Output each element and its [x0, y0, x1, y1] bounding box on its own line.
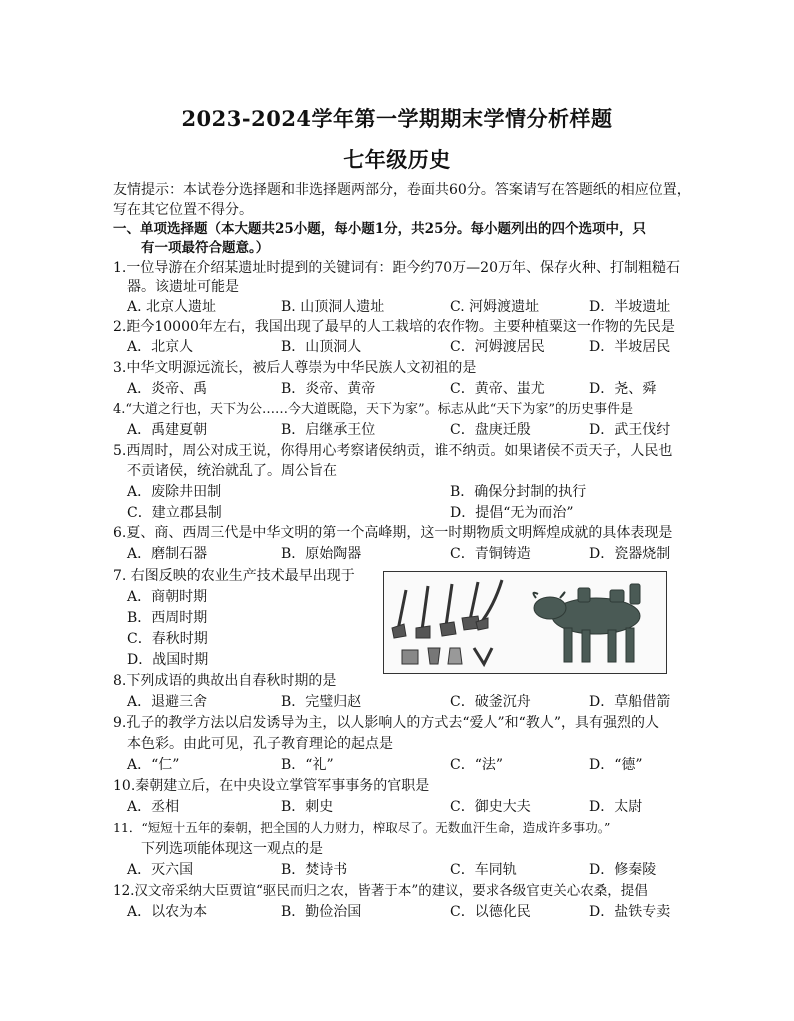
- q12-option-b[interactable]: B．勤俭治国: [281, 904, 362, 920]
- q7-option-c[interactable]: C．春秋时期: [127, 631, 208, 647]
- q8-option-a[interactable]: A．退避三舍: [127, 694, 208, 710]
- question-6-stem: 6.夏、商、西周三代是中华文明的第一个高峰期，这一时期物质文明辉煌成就的具体表现是: [113, 525, 673, 541]
- q5-option-b[interactable]: B．确保分封制的执行: [450, 484, 587, 500]
- q8-option-b[interactable]: B．完璧归赵: [281, 694, 362, 710]
- q12-option-c[interactable]: C．以德化民: [450, 904, 531, 920]
- question-1-stem: 1.一位导游在介绍某遗址时提到的关键词有：距今约70万—20万年、保存火种、打制粗糙石: [113, 260, 680, 276]
- q10-option-b[interactable]: B．刺史: [281, 799, 334, 815]
- q9-option-c[interactable]: C．“法”: [450, 757, 504, 773]
- q1-option-a[interactable]: A. 北京人遗址: [127, 299, 217, 315]
- notice-line-1: 友情提示：本试卷分选择题和非选择题两部分，卷面共60分。答案请写在答题纸的相应位置，: [113, 182, 691, 198]
- question-3-stem: 3.中华文明源远流长，被后人尊崇为中华民族人文初祖的是: [113, 360, 477, 376]
- q5-option-c[interactable]: C．建立郡县制: [127, 505, 222, 521]
- q12-option-a[interactable]: A．以农为本: [127, 904, 208, 920]
- q4-option-c[interactable]: C．盘庚迁殷: [450, 422, 531, 438]
- question-10-stem: 10.秦朝建立后，在中央设立掌管军事事务的官职是: [113, 778, 430, 794]
- question-12-stem: 12.汉文帝采纳大臣贾谊“驱民而归之农，皆著于本”的建议，要求各级官吏关心农桑，提倡: [113, 883, 648, 899]
- q12-option-d[interactable]: D．盐铁专卖: [589, 904, 671, 920]
- q11-option-a[interactable]: A．灭六国: [127, 862, 194, 878]
- q10-option-a[interactable]: A．丞相: [127, 799, 180, 815]
- question-2-stem: 2.距今10000年左右，我国出现了最早的人工栽培的农作物。主要种植粟这一作物的先民是: [113, 319, 675, 335]
- q8-option-c[interactable]: C．破釜沉舟: [450, 694, 531, 710]
- section-heading: 一、单项选择题（本大题共25小题，每小题1分，共25分。每小题列出的四个选项中，只: [113, 221, 646, 237]
- question-4-stem: 4.“大道之行也，天下为公……今大道既隐，天下为家”。标志从此“天下为家”的历史事件是: [113, 402, 633, 417]
- farm-tools-and-ox-illustration: [384, 572, 666, 673]
- q7-option-a[interactable]: A．商朝时期: [127, 589, 208, 605]
- question-5-stem-cont: 不贡诸侯，统治就乱了。周公旨在: [127, 463, 337, 479]
- q6-option-c[interactable]: C．青铜铸造: [450, 546, 531, 562]
- exam-subtitle: 七年级历史: [343, 147, 451, 172]
- q6-option-d[interactable]: D．瓷器烧制: [589, 546, 671, 562]
- bronze-ox-statue-icon: [533, 584, 640, 662]
- question-7-stem: 7. 右图反映的农业生产技术最早出现于: [113, 568, 355, 584]
- q7-option-d[interactable]: D．战国时期: [127, 652, 209, 668]
- question-5-stem: 5.西周时，周公对成王说，你得用心考察诸侯纳贡，谁不纳贡。如果诸侯不贡天子，人民也: [113, 443, 673, 459]
- q9-option-a[interactable]: A．“仁”: [127, 757, 180, 773]
- q11-option-c[interactable]: C．车同轨: [450, 862, 517, 878]
- question-1-stem-cont: 器。该遗址可能是: [127, 279, 239, 295]
- q2-option-c[interactable]: C．河姆渡居民: [450, 339, 545, 355]
- q6-option-a[interactable]: A．磨制石器: [127, 546, 208, 562]
- section-heading-cont: 有一项最符合题意。）: [141, 240, 270, 256]
- question-9-stem: 9.孔子的教学方法以启发诱导为主，以人影响人的方式去“爱人”和“教人”，具有强烈的人: [113, 715, 659, 731]
- question-9-stem-cont: 本色彩。由此可见，孔子教育理论的起点是: [127, 736, 393, 752]
- q3-option-c[interactable]: C．黄帝、蚩尤: [450, 381, 545, 397]
- q10-option-c[interactable]: C．御史大夫: [450, 799, 531, 815]
- q4-option-d[interactable]: D．武王伐纣: [589, 422, 671, 438]
- q4-option-a[interactable]: A．禹建夏朝: [127, 422, 208, 438]
- iron-farm-tools-icon: [392, 580, 502, 664]
- question-11-stem: 11．“短短十五年的秦朝，把全国的人力财力，榨取尽了。无数血汗生命，造成许多事功。”: [113, 820, 611, 835]
- q3-option-a[interactable]: A．炎帝、禹: [127, 381, 208, 397]
- q1-option-d[interactable]: D．半坡遗址: [589, 299, 671, 315]
- q5-option-a[interactable]: A．废除井田制: [127, 484, 222, 500]
- notice-line-2: 写在其它位置不得分。: [113, 202, 253, 218]
- q11-option-b[interactable]: B．焚诗书: [281, 862, 348, 878]
- q9-option-d[interactable]: D．“德”: [589, 757, 643, 773]
- q9-option-b[interactable]: B．“礼”: [281, 757, 334, 773]
- q10-option-d[interactable]: D．太尉: [589, 799, 643, 815]
- question-11-stem-cont: 下列选项能体现这一观点的是: [141, 841, 323, 857]
- q2-option-d[interactable]: D．半坡居民: [589, 339, 671, 355]
- question-8-stem: 8.下列成语的典故出自春秋时期的是: [113, 673, 337, 689]
- question-7-figure: [383, 571, 667, 674]
- q3-option-d[interactable]: D．尧、舜: [589, 381, 657, 397]
- q11-option-d[interactable]: D．修秦陵: [589, 862, 657, 878]
- exam-title: 2023-2024学年第一学期期末学情分析样题: [181, 106, 613, 131]
- q3-option-b[interactable]: B．炎帝、黄帝: [281, 381, 376, 397]
- q7-option-b[interactable]: B．西周时期: [127, 610, 208, 626]
- q8-option-d[interactable]: D．草船借箭: [589, 694, 671, 710]
- q4-option-b[interactable]: B．启继承王位: [281, 422, 376, 438]
- q1-option-b[interactable]: B. 山顶洞人遗址: [281, 299, 385, 315]
- q5-option-d[interactable]: D．提倡“无为而治”: [450, 505, 574, 521]
- q2-option-a[interactable]: A．北京人: [127, 339, 194, 355]
- q1-option-c[interactable]: C. 河姆渡遗址: [450, 299, 540, 315]
- q2-option-b[interactable]: B．山顶洞人: [281, 339, 362, 355]
- q6-option-b[interactable]: B．原始陶器: [281, 546, 362, 562]
